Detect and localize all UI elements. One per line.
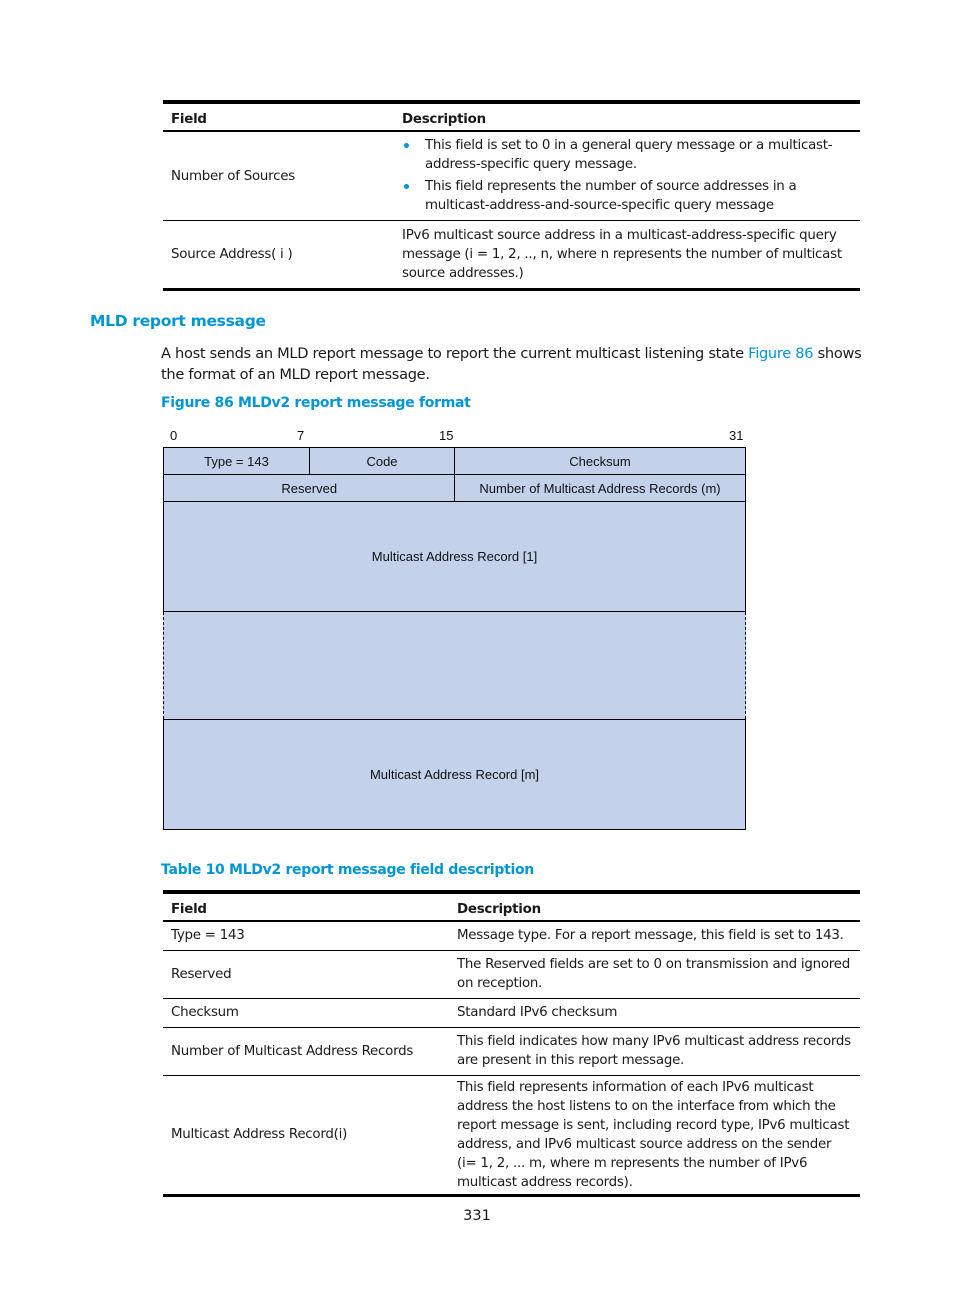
field-record-first: Multicast Address Record [1] xyxy=(163,501,746,612)
body-paragraph xyxy=(161,343,866,385)
field-type: Type = 143 xyxy=(163,447,310,475)
field-name: Type = 143 xyxy=(163,921,449,950)
query-field-table xyxy=(163,100,860,291)
paragraph-text: A host sends an MLD report message to report the current multicast listening state xyxy=(161,345,749,362)
table-row xyxy=(163,131,860,221)
field-num-records: Number of Multicast Address Records (m) xyxy=(454,474,746,503)
report-field-table xyxy=(163,890,860,1197)
figure-caption: Figure 86 MLDv2 report message format xyxy=(161,395,471,411)
bullet-list xyxy=(402,136,852,215)
field-name: Multicast Address Record(i) xyxy=(163,1075,449,1195)
bit-label-0: 0 xyxy=(170,428,178,443)
field-description: The Reserved fields are set to 0 on transmission and ignored on reception. xyxy=(449,950,860,998)
field-record-last: Multicast Address Record [m] xyxy=(163,719,746,830)
table-row xyxy=(163,998,860,1027)
bullet-item: This field represents the number of source addresses in a multicast-address-and-source-specific query message xyxy=(402,177,852,215)
field-name: Reserved xyxy=(163,950,449,998)
field-reserved: Reserved xyxy=(163,474,456,503)
table-caption: Table 10 MLDv2 report message field description xyxy=(161,862,534,878)
field-records-ellipsis xyxy=(163,612,746,719)
field-checksum: Checksum xyxy=(454,447,746,475)
table-row xyxy=(163,921,860,950)
field-description: IPv6 multicast source address in a multicast-address-specific query message (i = 1, 2, .., n, where n represents the number of multicast source addresses.) xyxy=(394,221,860,290)
field-description: This field represents information of each IPv6 multicast address the host listens to on the interface from which the report message is sent, including record type, IPv6 multicast address, and IPv6 multicast source address on the sender (i= 1, 2, ... m, where m represents the number of IPv6 multicast address records). xyxy=(449,1075,860,1195)
page-number: 331 xyxy=(463,1208,491,1224)
table-row xyxy=(163,221,860,290)
field-description: Standard IPv6 checksum xyxy=(449,998,860,1027)
field-name: Number of Sources xyxy=(163,131,394,221)
field-code: Code xyxy=(309,447,456,475)
table-row xyxy=(163,950,860,998)
table-header-row xyxy=(163,892,860,921)
header-description: Description xyxy=(394,102,860,131)
bullet-item: This field is set to 0 in a general query message or a multicast-address-specific query message. xyxy=(402,136,852,174)
figure-link[interactable]: Figure 86 xyxy=(748,345,814,362)
field-description: Message type. For a report message, this field is set to 143. xyxy=(449,921,860,950)
section-heading: MLD report message xyxy=(90,312,266,330)
header-description: Description xyxy=(449,892,860,921)
table-header-row xyxy=(163,102,860,131)
field-name: Number of Multicast Address Records xyxy=(163,1027,449,1075)
field-name: Source Address( i ) xyxy=(163,221,394,290)
bit-label-7: 7 xyxy=(297,428,305,443)
bit-label-31: 31 xyxy=(729,428,744,443)
header-field: Field xyxy=(163,892,449,921)
field-description: This field indicates how many IPv6 multicast address records are present in this report message. xyxy=(449,1027,860,1075)
paragraph-text: shows the format of an MLD report message. xyxy=(161,345,862,383)
table-row xyxy=(163,1027,860,1075)
field-description xyxy=(394,131,860,221)
field-name: Checksum xyxy=(163,998,449,1027)
header-field: Field xyxy=(163,102,394,131)
table-row xyxy=(163,1075,860,1195)
bit-label-15: 15 xyxy=(439,428,454,443)
